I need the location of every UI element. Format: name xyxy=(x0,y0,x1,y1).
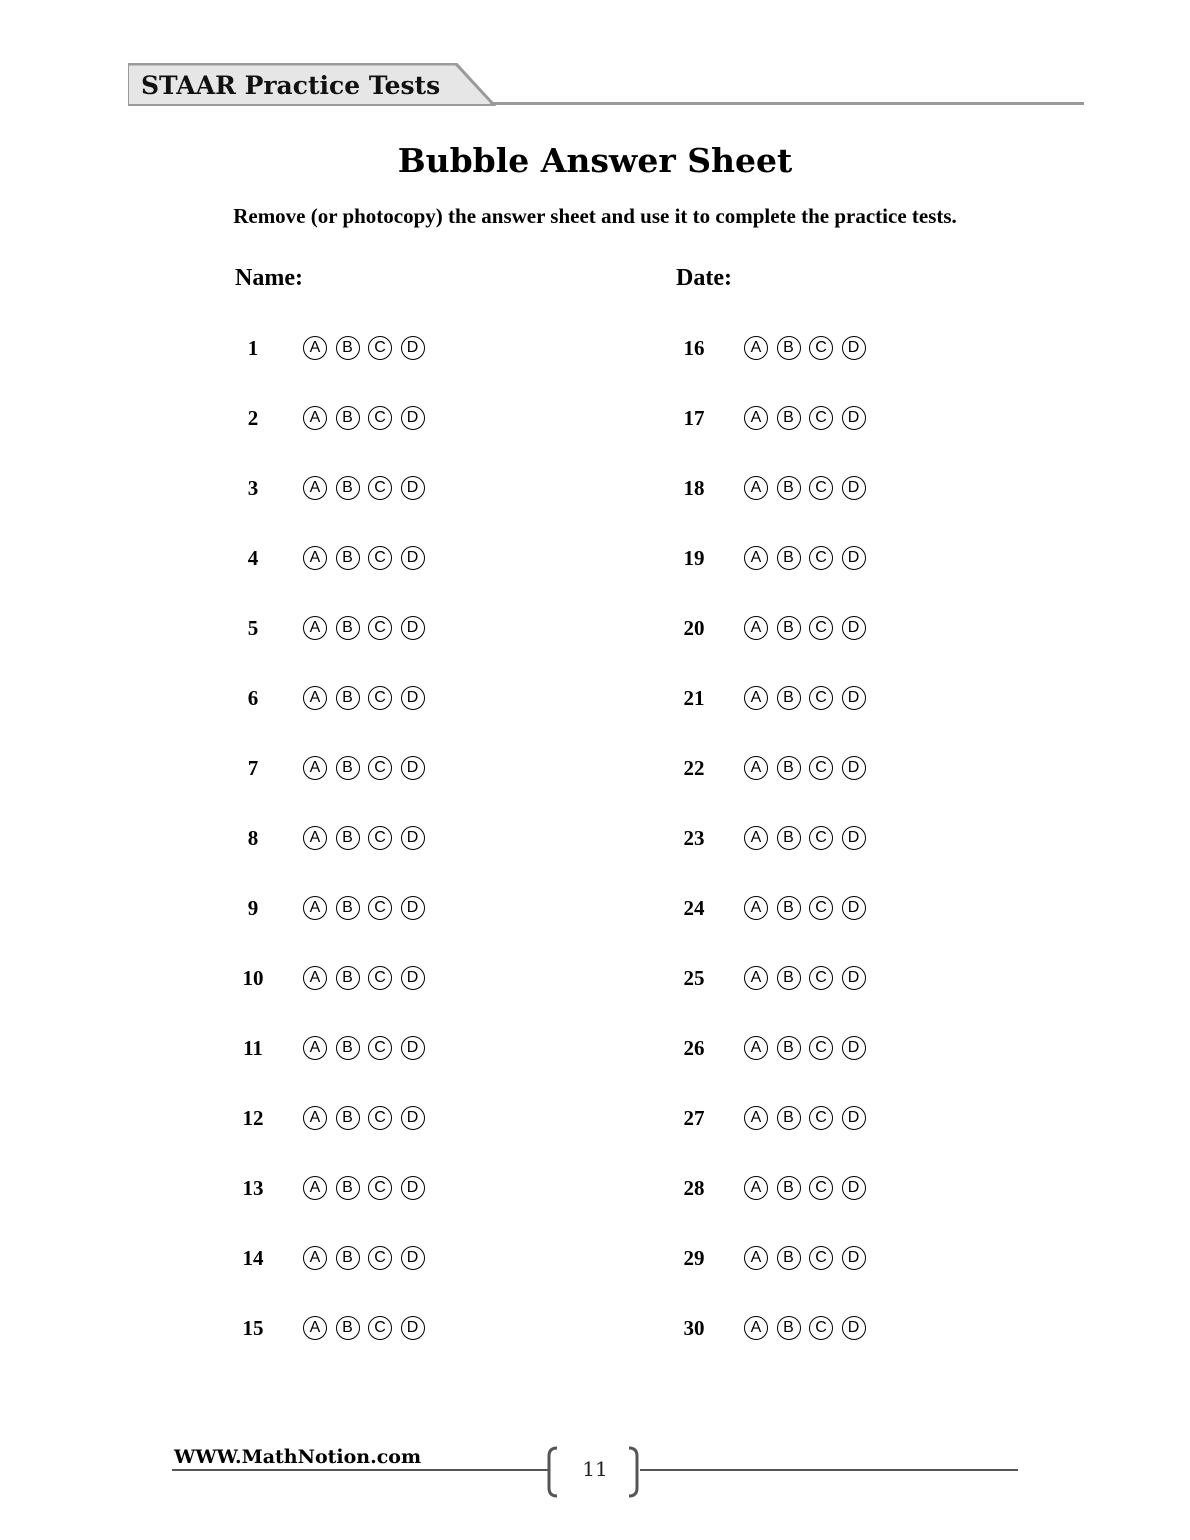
answer-bubble-c[interactable]: C xyxy=(809,896,833,920)
question-row xyxy=(223,962,433,994)
answer-bubble-b[interactable]: B xyxy=(777,1106,801,1130)
question-number: 18 xyxy=(683,476,705,500)
answer-bubbles xyxy=(303,1316,433,1340)
answer-bubble-a[interactable]: A xyxy=(303,476,327,500)
answer-bubble-a[interactable]: A xyxy=(744,546,768,570)
answer-bubble-b[interactable]: B xyxy=(777,546,801,570)
answer-bubble-b[interactable]: B xyxy=(777,406,801,430)
answer-bubble-a[interactable]: A xyxy=(303,336,327,360)
answer-bubble-a[interactable]: A xyxy=(744,826,768,850)
answer-bubble-d[interactable]: D xyxy=(401,686,425,710)
answer-bubble-a[interactable]: A xyxy=(744,686,768,710)
answer-bubbles xyxy=(744,336,874,360)
answer-bubbles xyxy=(744,1036,874,1060)
answer-bubble-c[interactable]: C xyxy=(368,826,392,850)
answer-bubble-a[interactable]: A xyxy=(303,616,327,640)
answer-bubble-a[interactable]: A xyxy=(303,826,327,850)
answer-bubble-c[interactable]: C xyxy=(809,1316,833,1340)
answer-bubble-b[interactable]: B xyxy=(336,476,360,500)
question-number: 2 xyxy=(247,406,259,430)
answer-bubble-c[interactable]: C xyxy=(368,1246,392,1270)
question-number: 21 xyxy=(683,686,705,710)
answer-bubble-b[interactable]: B xyxy=(336,1316,360,1340)
question-number: 6 xyxy=(247,686,259,710)
answer-bubbles xyxy=(303,1176,433,1200)
question-row xyxy=(664,962,874,994)
answer-bubble-b[interactable]: B xyxy=(336,616,360,640)
answer-bubble-b[interactable]: B xyxy=(336,336,360,360)
question-row xyxy=(223,1242,433,1274)
answer-bubbles xyxy=(744,406,874,430)
answer-bubble-d[interactable]: D xyxy=(842,756,866,780)
answer-bubble-d[interactable]: D xyxy=(842,476,866,500)
question-number: 9 xyxy=(247,896,259,920)
answer-bubble-a[interactable]: A xyxy=(303,756,327,780)
answer-bubble-b[interactable]: B xyxy=(336,546,360,570)
answer-bubble-c[interactable]: C xyxy=(809,546,833,570)
answer-bubble-a[interactable]: A xyxy=(303,1106,327,1130)
question-number: 8 xyxy=(247,826,259,850)
answer-bubble-d[interactable]: D xyxy=(842,686,866,710)
answer-bubble-b[interactable]: B xyxy=(777,1036,801,1060)
answer-bubbles xyxy=(303,546,433,570)
answer-bubble-d[interactable]: D xyxy=(842,1106,866,1130)
question-number: 7 xyxy=(247,756,259,780)
question-number: 14 xyxy=(242,1246,264,1270)
answer-bubble-c[interactable]: C xyxy=(368,336,392,360)
answer-bubble-d[interactable]: D xyxy=(842,826,866,850)
answer-bubble-c[interactable]: C xyxy=(809,476,833,500)
question-number: 5 xyxy=(247,616,259,640)
answer-bubbles xyxy=(303,1036,433,1060)
question-number: 26 xyxy=(683,1036,705,1060)
answer-bubble-c[interactable]: C xyxy=(809,336,833,360)
question-number: 28 xyxy=(683,1176,705,1200)
answer-bubble-c[interactable]: C xyxy=(368,1316,392,1340)
answer-bubbles xyxy=(744,476,874,500)
answer-bubble-d[interactable]: D xyxy=(401,1176,425,1200)
answer-bubble-a[interactable]: A xyxy=(303,1176,327,1200)
answer-bubble-a[interactable]: A xyxy=(744,1316,768,1340)
question-row xyxy=(223,612,433,644)
answer-bubble-d[interactable]: D xyxy=(842,1176,866,1200)
question-row xyxy=(223,1032,433,1064)
page-title: Bubble Answer Sheet xyxy=(397,141,793,180)
answer-bubbles xyxy=(303,966,433,990)
question-number: 20 xyxy=(683,616,705,640)
answer-bubble-d[interactable]: D xyxy=(401,476,425,500)
question-row xyxy=(664,1032,874,1064)
answer-bubble-a[interactable]: A xyxy=(744,616,768,640)
date-label: Date: xyxy=(676,265,732,291)
question-row xyxy=(223,402,433,434)
answer-bubble-b[interactable]: B xyxy=(336,1106,360,1130)
answer-bubble-b[interactable]: B xyxy=(336,826,360,850)
answer-bubble-a[interactable]: A xyxy=(744,1036,768,1060)
question-number: 25 xyxy=(683,966,705,990)
question-number: 27 xyxy=(683,1106,705,1130)
question-row xyxy=(223,1102,433,1134)
answer-bubble-c[interactable]: C xyxy=(809,756,833,780)
question-number: 22 xyxy=(683,756,705,780)
answer-bubble-a[interactable]: A xyxy=(303,1036,327,1060)
answer-bubble-a[interactable]: A xyxy=(744,336,768,360)
answer-bubble-d[interactable]: D xyxy=(401,966,425,990)
answer-bubble-d[interactable]: D xyxy=(401,546,425,570)
answer-bubble-c[interactable]: C xyxy=(368,896,392,920)
question-row xyxy=(664,1312,874,1344)
answer-bubble-d[interactable]: D xyxy=(401,1316,425,1340)
answer-bubble-c[interactable]: C xyxy=(809,686,833,710)
answer-bubble-d[interactable]: D xyxy=(401,1106,425,1130)
answer-bubble-c[interactable]: C xyxy=(368,686,392,710)
answer-bubble-b[interactable]: B xyxy=(336,1246,360,1270)
question-number: 15 xyxy=(242,1316,264,1340)
answer-bubbles xyxy=(303,336,433,360)
answer-bubble-b[interactable]: B xyxy=(336,966,360,990)
question-row xyxy=(223,1312,433,1344)
question-number: 17 xyxy=(683,406,705,430)
question-number: 12 xyxy=(242,1106,264,1130)
answer-bubble-a[interactable]: A xyxy=(303,406,327,430)
question-row xyxy=(664,612,874,644)
answer-bubble-b[interactable]: B xyxy=(336,1036,360,1060)
question-number: 19 xyxy=(683,546,705,570)
answer-bubble-a[interactable]: A xyxy=(303,896,327,920)
page-number: 11 xyxy=(582,1457,608,1481)
answer-bubble-b[interactable]: B xyxy=(336,686,360,710)
footer-rule-right xyxy=(640,1469,1018,1471)
question-row xyxy=(664,402,874,434)
answer-bubble-c[interactable]: C xyxy=(368,966,392,990)
answer-bubble-d[interactable]: D xyxy=(842,406,866,430)
answer-bubbles xyxy=(303,1106,433,1130)
answer-bubbles xyxy=(303,896,433,920)
answer-bubble-d[interactable]: D xyxy=(401,1246,425,1270)
question-number: 10 xyxy=(242,966,264,990)
answer-bubble-b[interactable]: B xyxy=(777,896,801,920)
question-number: 16 xyxy=(683,336,705,360)
answer-bubble-c[interactable]: C xyxy=(368,406,392,430)
answer-bubble-a[interactable]: A xyxy=(303,1246,327,1270)
question-number: 4 xyxy=(247,546,259,570)
question-number: 24 xyxy=(683,896,705,920)
answer-bubble-a[interactable]: A xyxy=(303,686,327,710)
question-row xyxy=(223,542,433,574)
answer-bubbles xyxy=(303,756,433,780)
answer-bubbles xyxy=(303,826,433,850)
answer-bubble-b[interactable]: B xyxy=(777,476,801,500)
answer-bubble-c[interactable]: C xyxy=(368,1106,392,1130)
answer-bubble-d[interactable]: D xyxy=(842,1246,866,1270)
question-row xyxy=(223,822,433,854)
answer-bubble-d[interactable]: D xyxy=(842,546,866,570)
answer-bubble-c[interactable]: C xyxy=(368,476,392,500)
answer-bubble-c[interactable]: C xyxy=(809,966,833,990)
answer-bubbles xyxy=(303,686,433,710)
answer-bubble-a[interactable]: A xyxy=(744,476,768,500)
question-number: 23 xyxy=(683,826,705,850)
answer-bubble-d[interactable]: D xyxy=(401,1036,425,1060)
question-row xyxy=(223,1172,433,1204)
answer-bubble-b[interactable]: B xyxy=(777,756,801,780)
answer-bubbles xyxy=(303,406,433,430)
answer-bubble-b[interactable]: B xyxy=(777,616,801,640)
answer-bubbles xyxy=(744,1316,874,1340)
answer-bubble-b[interactable]: B xyxy=(336,756,360,780)
answer-bubble-d[interactable]: D xyxy=(842,336,866,360)
answer-bubble-d[interactable]: D xyxy=(842,1316,866,1340)
answer-bubble-a[interactable]: A xyxy=(303,966,327,990)
instructions: Remove (or photocopy) the answer sheet and use it to complete the practice tests. xyxy=(233,204,957,228)
answer-bubble-d[interactable]: D xyxy=(401,826,425,850)
question-number: 13 xyxy=(242,1176,264,1200)
question-row xyxy=(664,472,874,504)
answer-bubble-c[interactable]: C xyxy=(368,616,392,640)
question-number: 1 xyxy=(247,336,259,360)
answer-bubble-a[interactable]: A xyxy=(303,546,327,570)
question-row xyxy=(223,892,433,924)
answer-bubble-d[interactable]: D xyxy=(401,406,425,430)
question-row xyxy=(664,892,874,924)
answer-bubbles xyxy=(744,546,874,570)
answer-bubble-c[interactable]: C xyxy=(368,1036,392,1060)
answer-bubble-c[interactable]: C xyxy=(809,1036,833,1060)
question-number: 29 xyxy=(683,1246,705,1270)
answer-bubbles xyxy=(303,1246,433,1270)
header-title: STAAR Practice Tests xyxy=(141,71,441,100)
question-number: 11 xyxy=(243,1036,263,1060)
answer-bubble-a[interactable]: A xyxy=(744,1176,768,1200)
answer-bubble-d[interactable]: D xyxy=(401,616,425,640)
question-row xyxy=(223,332,433,364)
answer-bubble-c[interactable]: C xyxy=(809,1246,833,1270)
answer-bubble-c[interactable]: C xyxy=(368,546,392,570)
answer-bubble-b[interactable]: B xyxy=(777,1176,801,1200)
answer-bubble-d[interactable]: D xyxy=(842,1036,866,1060)
answer-bubble-a[interactable]: A xyxy=(744,966,768,990)
answer-bubble-c[interactable]: C xyxy=(809,406,833,430)
question-row xyxy=(664,1242,874,1274)
question-row xyxy=(223,682,433,714)
answer-bubble-b[interactable]: B xyxy=(777,1246,801,1270)
answer-bubble-c[interactable]: C xyxy=(368,756,392,780)
answer-bubbles xyxy=(744,1246,874,1270)
answer-bubble-c[interactable]: C xyxy=(809,1106,833,1130)
answer-bubble-c[interactable]: C xyxy=(809,616,833,640)
answer-bubbles xyxy=(303,476,433,500)
answer-bubbles xyxy=(303,616,433,640)
answer-bubble-b[interactable]: B xyxy=(777,686,801,710)
answer-bubbles xyxy=(744,686,874,710)
question-number: 3 xyxy=(247,476,259,500)
answer-bubble-b[interactable]: B xyxy=(777,966,801,990)
header-rule xyxy=(490,102,1084,105)
answer-bubble-a[interactable]: A xyxy=(744,896,768,920)
question-row xyxy=(664,1102,874,1134)
answer-bubble-c[interactable]: C xyxy=(809,826,833,850)
question-row xyxy=(664,822,874,854)
question-row xyxy=(664,682,874,714)
answer-bubble-b[interactable]: B xyxy=(777,1316,801,1340)
question-row xyxy=(664,1172,874,1204)
answer-bubble-a[interactable]: A xyxy=(744,1106,768,1130)
answer-bubbles xyxy=(744,896,874,920)
answer-bubble-a[interactable]: A xyxy=(744,1246,768,1270)
question-row xyxy=(223,752,433,784)
answer-bubble-b[interactable]: B xyxy=(777,826,801,850)
footer-website[interactable]: WWW.MathNotion.com xyxy=(174,1446,422,1468)
question-row xyxy=(664,752,874,784)
answer-bubble-a[interactable]: A xyxy=(744,406,768,430)
answer-bubble-c[interactable]: C xyxy=(809,1176,833,1200)
question-row xyxy=(664,332,874,364)
answer-bubbles xyxy=(744,826,874,850)
question-row xyxy=(223,472,433,504)
question-row xyxy=(664,542,874,574)
answer-bubble-c[interactable]: C xyxy=(368,1176,392,1200)
answer-bubble-d[interactable]: D xyxy=(842,966,866,990)
footer-rule-left xyxy=(172,1469,550,1471)
answer-bubble-a[interactable]: A xyxy=(303,1316,327,1340)
name-label: Name: xyxy=(235,265,303,291)
answer-bubbles xyxy=(744,756,874,780)
answer-bubbles xyxy=(744,1106,874,1130)
question-number: 30 xyxy=(683,1316,705,1340)
answer-bubble-b[interactable]: B xyxy=(777,336,801,360)
answer-bubble-b[interactable]: B xyxy=(336,1176,360,1200)
answer-bubble-d[interactable]: D xyxy=(401,336,425,360)
answer-bubble-b[interactable]: B xyxy=(336,896,360,920)
answer-bubbles xyxy=(744,1176,874,1200)
answer-bubble-d[interactable]: D xyxy=(842,896,866,920)
answer-bubble-a[interactable]: A xyxy=(744,756,768,780)
answer-bubble-d[interactable]: D xyxy=(401,756,425,780)
answer-bubble-d[interactable]: D xyxy=(401,896,425,920)
answer-bubbles xyxy=(744,616,874,640)
answer-bubble-d[interactable]: D xyxy=(842,616,866,640)
answer-bubble-b[interactable]: B xyxy=(336,406,360,430)
answer-bubbles xyxy=(744,966,874,990)
